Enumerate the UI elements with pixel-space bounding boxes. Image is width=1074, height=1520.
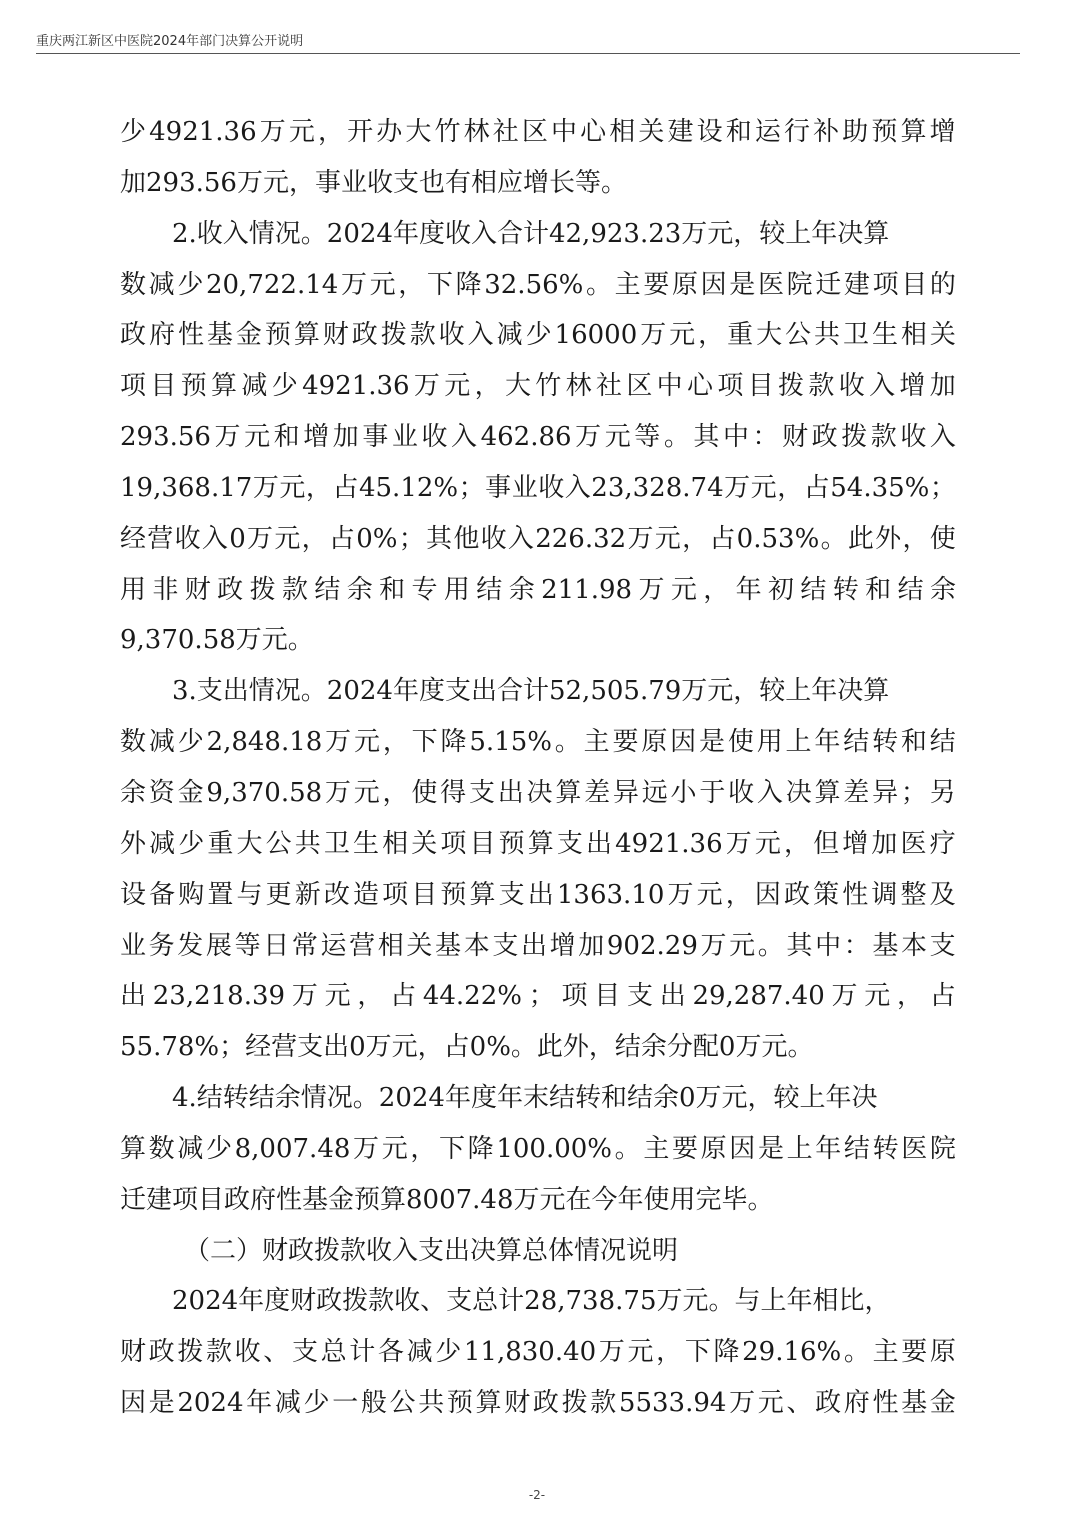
text-line: 9,370.58万元。: [120, 625, 314, 656]
text-line: 出 23,218.39 万 元 ， 占 44.22% ； 项 目 支 出 29,287.40 万 元 ， 占: [120, 981, 956, 1012]
text-line: 少 4921.36 万 元 ， 开 办 大 竹 林 社 区 中 心 相 关 建 设 和 运 行 补 助 预 算 增: [120, 117, 956, 147]
text-line: 经 营 收 入 0 万 元 ， 占 0% ； 其 他 收 入 226.32 万 元 ， 占 0.53% 。 此 外 ， 使: [120, 523, 956, 554]
text-line: 数 减 少 2,848.18 万 元 ， 下 降 5.15% 。 主 要 原 因 是 使 用 上 年 结 转 和 结: [120, 727, 956, 758]
document-header-title: 重庆两江新区中医院2024年部门决算公开说明: [36, 34, 304, 49]
text-line: 数 减 少 20,722.14 万 元 ， 下 降 32.56% 。 主 要 原 因 是 医 院 迁 建 项 目 的: [120, 269, 956, 300]
text-line: 19,368.17 万 元 ， 占 45.12% ； 事 业 收 入 23,328.74 万 元 ， 占 54.35% ；: [120, 472, 956, 503]
text-line: 4.结转结余情况。2024年度年末结转和结余0万元，较上年决: [172, 1083, 878, 1114]
text-line: 设 备 购 置 与 更 新 改 造 项 目 预 算 支 出 1363.10 万 元 ， 因 政 策 性 调 整 及: [120, 879, 956, 910]
document-body: [120, 107, 956, 1429]
text-line: 55.78%；经营支出0万元，占0%。此外，结余分配0万元。: [120, 1032, 814, 1063]
text-line: 加293.56万元，事业收支也有相应增长等。: [120, 167, 627, 198]
text-line: 2024年度财政拨款收、支总计28,738.75万元。与上年相比，: [172, 1286, 891, 1317]
text-line: 余 资 金 9,370.58 万 元 ， 使 得 支 出 决 算 差 异 远 小 于 收 入 决 算 差 异 ； 另: [120, 777, 956, 808]
header-divider: [36, 53, 1020, 54]
text-line: 3.支出情况。2024年度支出合计52,505.79万元，较上年决算: [172, 676, 890, 707]
text-line: 项 目 预 算 减 少 4921.36 万 元 ， 大 竹 林 社 区 中 心 项 目 拨 款 收 入 增 加: [120, 371, 956, 402]
text-line: 业 务 发 展 等 日 常 运 营 相 关 基 本 支 出 增 加 902.29 万 元 。 其 中 ： 基 本 支: [120, 930, 956, 961]
section-heading: （二）财政拨款收入支出决算总体情况说明: [184, 1235, 679, 1266]
text-line: 算 数 减 少 8,007.48 万 元 ， 下 降 100.00% 。 主 要 原 因 是 上 年 结 转 医 院: [120, 1133, 956, 1164]
text-line: 外 减 少 重 大 公 共 卫 生 相 关 项 目 预 算 支 出 4921.36 万 元 ， 但 增 加 医 疗: [120, 828, 956, 859]
text-line: 2.收入情况。2024年度收入合计42,923.23万元，较上年决算: [172, 218, 890, 249]
page-number: -2-: [528, 1488, 546, 1502]
text-line: 用 非 财 政 拨 款 结 余 和 专 用 结 余 211.98 万 元 ， 年 初 结 转 和 结 余: [120, 574, 956, 605]
text-line: 政 府 性 基 金 预 算 财 政 拨 款 收 入 减 少 16000 万 元 ， 重 大 公 共 卫 生 相 关: [120, 320, 956, 351]
text-line: 因 是 2024 年 减 少 一 般 公 共 预 算 财 政 拨 款 5533.94 万 元 、 政 府 性 基 金: [120, 1388, 956, 1419]
text-line: 财 政 拨 款 收 、 支 总 计 各 减 少 11,830.40 万 元 ， 下 降 29.16% 。 主 要 原: [120, 1337, 956, 1368]
text-line: 293.56 万 元 和 增 加 事 业 收 入 462.86 万 元 等 。 其 中 ： 财 政 拨 款 收 入: [120, 422, 956, 453]
text-line: 迁建项目政府性基金预算8007.48万元在今年使用完毕。: [120, 1184, 774, 1215]
